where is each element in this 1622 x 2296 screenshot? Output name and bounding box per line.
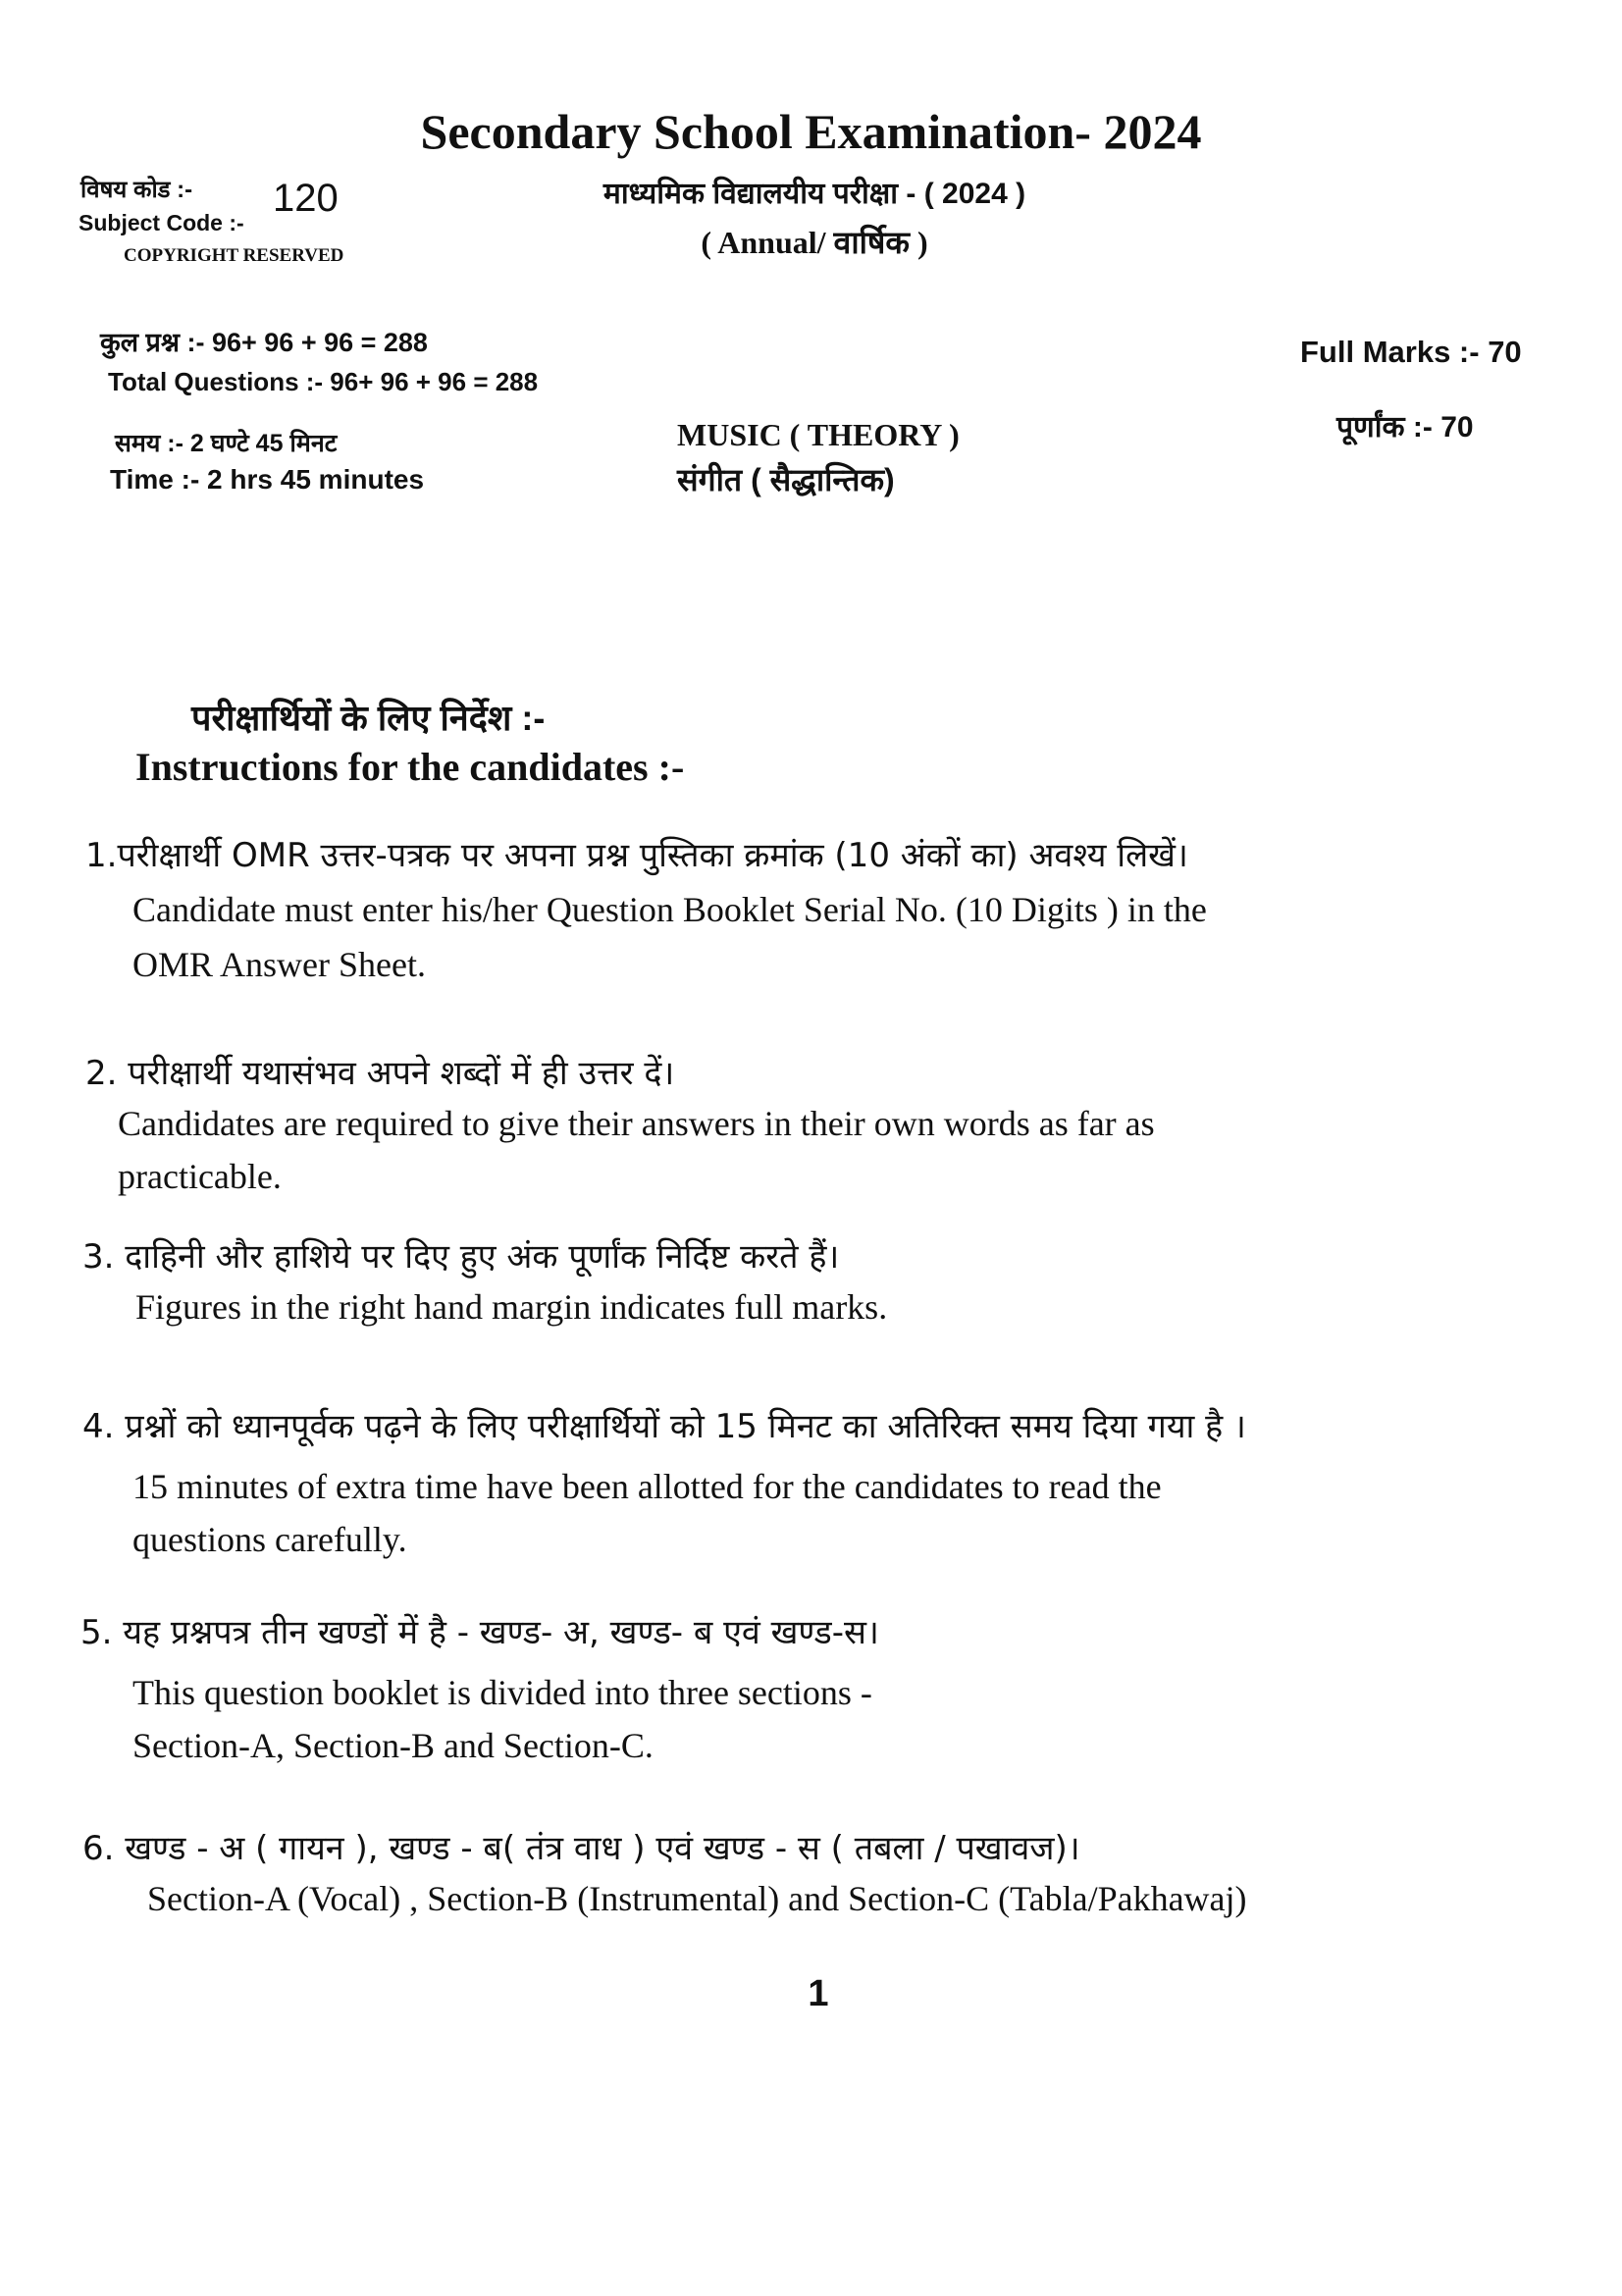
instruction-2-en: practicable. <box>118 1157 282 1196</box>
subject-code: 120 <box>273 177 339 220</box>
instruction-2-hi: 2. परीक्षार्थी यथासंभव अपने शब्दों में ही उत्तर दें। <box>85 1054 675 1093</box>
subject-hi: संगीत ( सैद्धान्तिक) <box>677 462 895 497</box>
instructions-heading-hi: परीक्षार्थियों के लिए निर्देश :- <box>191 698 546 738</box>
instruction-1-en: Candidate must enter his/her Question Booklet Serial No. (10 Digits ) in the <box>132 890 1207 929</box>
instruction-2-en: Candidates are required to give their answers in their own words as far as <box>118 1104 1155 1143</box>
instruction-5-en: This question booklet is divided into three sections - <box>132 1673 872 1712</box>
instructions-heading-en: Instructions for the candidates :- <box>135 745 685 789</box>
instruction-5-en: Section-A, Section-B and Section-C. <box>132 1726 654 1765</box>
time-hi: समय :- 2 घण्टे 45 मिनट <box>115 430 338 457</box>
page-number: 1 <box>808 1973 829 2014</box>
instruction-4-hi: 4. प्रश्नों को ध्यानपूर्वक पढ़ने के लिए परीक्षार्थियों को 15 मिनट का अतिरिक्त समय दिया गया है । <box>82 1407 1246 1446</box>
subject-en: MUSIC ( THEORY ) <box>677 417 960 452</box>
full-marks-en: Full Marks :- 70 <box>1300 335 1522 369</box>
total-questions-hi: कुल प्रश्न :- 96+ 96 + 96 = 288 <box>100 328 428 357</box>
instruction-4-en: questions carefully. <box>132 1520 407 1559</box>
exam-name-hi: माध्यमिक विद्यालयीय परीक्षा - ( 2024 ) <box>602 178 1026 210</box>
full-marks-hi: पूर्णांक :- 70 <box>1336 411 1474 444</box>
subject-code-label-hi: विषय कोड :- <box>80 177 193 203</box>
exam-type: ( Annual/ वार्षिक ) <box>701 225 928 260</box>
total-questions-en: Total Questions :- 96+ 96 + 96 = 288 <box>108 367 539 396</box>
time-en: Time :- 2 hrs 45 minutes <box>110 464 425 495</box>
subject-code-label-en: Subject Code :- <box>78 210 244 235</box>
instruction-1-hi: 1.परीक्षार्थी OMR उत्तर-पत्रक पर अपना प्रश्न पुस्तिका क्रमांक (10 अंकों का) अवश्य लिखें। <box>85 836 1188 875</box>
instruction-4-en: 15 minutes of extra time have been allotted for the candidates to read the <box>132 1467 1162 1506</box>
copyright-notice: COPYRIGHT RESERVED <box>124 245 344 266</box>
instruction-6-hi: 6. खण्ड - अ ( गायन ), खण्ड - ब( तंत्र वाध ) एवं खण्ड - स ( तबला / पखावज)। <box>82 1829 1080 1868</box>
exam-title: Secondary School Examination- 2024 <box>420 104 1202 159</box>
instruction-6-en: Section-A (Vocal) , Section-B (Instrumental) and Section-C (Tabla/Pakhawaj) <box>147 1879 1247 1918</box>
instruction-5-hi: 5. यह प्रश्नपत्र तीन खण्डों में है - खण्ड- अ, खण्ड- ब एवं खण्ड-स। <box>80 1613 879 1652</box>
instruction-1-en: OMR Answer Sheet. <box>132 945 426 984</box>
instruction-3-en: Figures in the right hand margin indicates full marks. <box>135 1287 888 1327</box>
instruction-3-hi: 3. दाहिनी और हाशिये पर दिए हुए अंक पूर्णांक निर्दिष्ट करते हैं। <box>82 1237 840 1277</box>
